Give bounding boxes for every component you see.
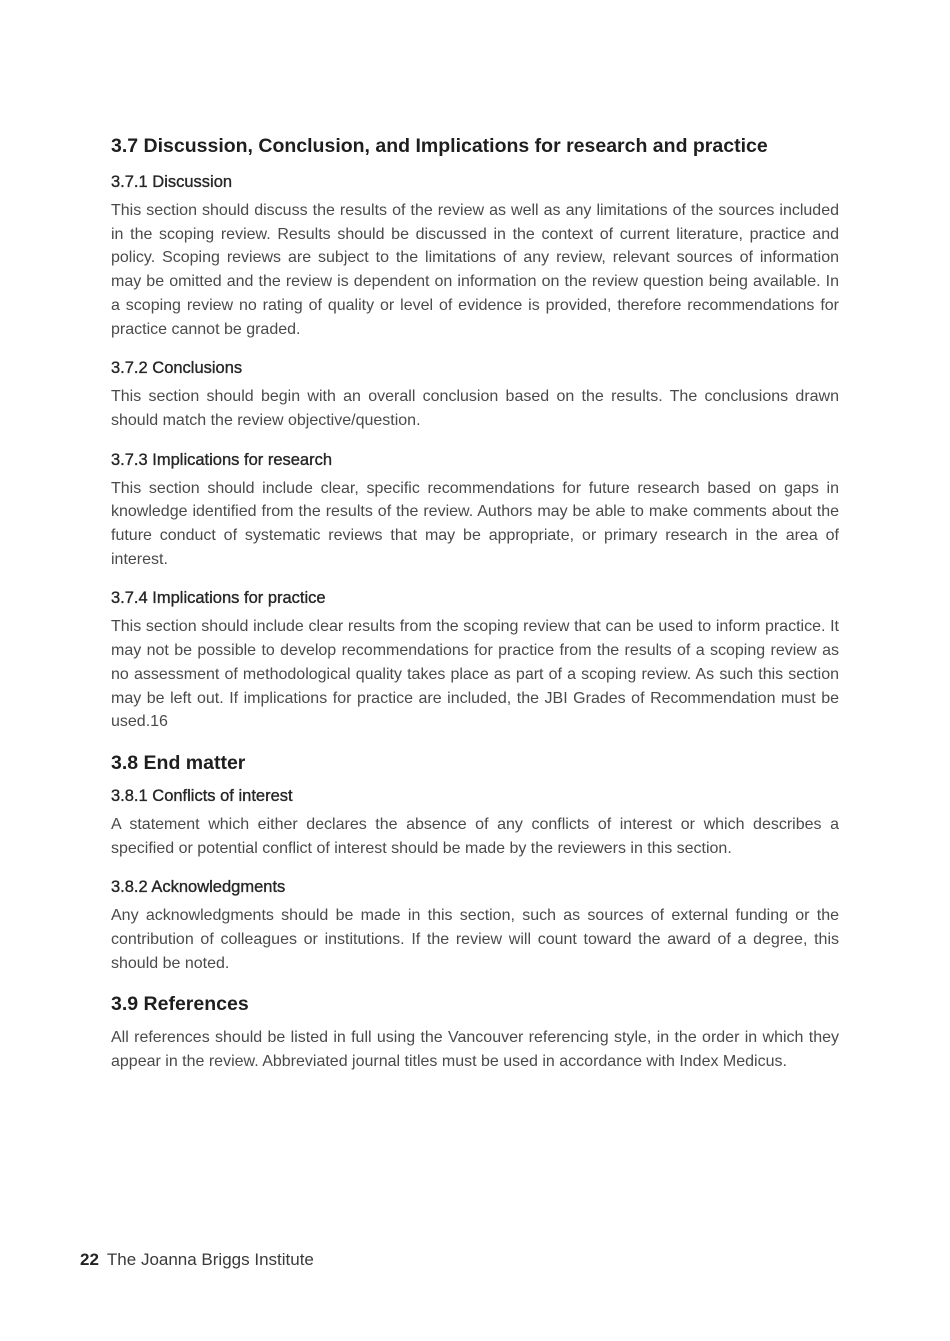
- discussion-paragraph: This section should discuss the results of the review as well as any limitations of the sources included in the scoping review. Results should be discussed in the context of current literature, practice and policy. Scoping reviews are subject to the limitations of any review, relevant sources of information may be omitted and the review is dependent on information on the review question being available. In a scoping review no rating of quality or level of evidence is provided, therefore recommendations for practice cannot be graded.: [111, 202, 839, 338]
- publisher-name: The Joanna Briggs Institute: [106, 1250, 314, 1269]
- page-footer: [80, 1250, 314, 1270]
- conclusions-heading: 3.7.2 Conclusions: [111, 359, 243, 378]
- document-page: [111, 133, 839, 1090]
- section-3-9-title: 3.9 References: [111, 993, 249, 1016]
- references-paragraph: All references should be listed in full using the Vancouver referencing style, in the order in which they appear in the review. Abbreviated journal titles must be used in accordance with Index Medicus.: [111, 1029, 839, 1071]
- implications-practice-heading: 3.7.4 Implications for practice: [111, 589, 326, 608]
- section-3-7-title: 3.7 Discussion, Conclusion, and Implications for research and practice: [111, 135, 768, 157]
- implications-research-paragraph: This section should include clear, specific recommendations for future research based on gaps in knowledge identified from the results of the review. Authors may be able to make comments about the future conduct of systematic reviews that may be appropriate, or primary research in the area of interest.: [111, 479, 839, 568]
- implications-practice-paragraph: This section should include clear results from the scoping review that can be used to inform practice. It may not be possible to develop recommendations for practice from the results of a scoping review as no assessment of methodological quality takes place as part of a scoping review. As such this section may be left out. If implications for practice are included, the JBI Grades of Recommendation must be used.16: [111, 618, 839, 731]
- conflicts-heading: 3.8.1 Conflicts of interest: [111, 786, 293, 805]
- acknowledgments-heading: 3.8.2 Acknowledgments: [111, 878, 286, 897]
- page-number: 22: [80, 1250, 99, 1269]
- section-3-8-title: 3.8 End matter: [111, 751, 246, 774]
- implications-research-heading: 3.7.3 Implications for research: [111, 450, 333, 469]
- discussion-heading: 3.7.1 Discussion: [111, 173, 233, 191]
- conflicts-paragraph: A statement which either declares the absence of any conflicts of interest or which describes a specified or potential conflict of interest should be made by the reviewers in this section.: [111, 815, 839, 857]
- acknowledgments-paragraph: Any acknowledgments should be made in this section, such as sources of external funding or the contribution of colleagues or institutions. If the review will count toward the award of a degree, this should be noted.: [111, 907, 839, 972]
- conclusions-paragraph: This section should begin with an overall conclusion based on the results. The conclusions drawn should match the review objective/question.: [111, 388, 839, 429]
